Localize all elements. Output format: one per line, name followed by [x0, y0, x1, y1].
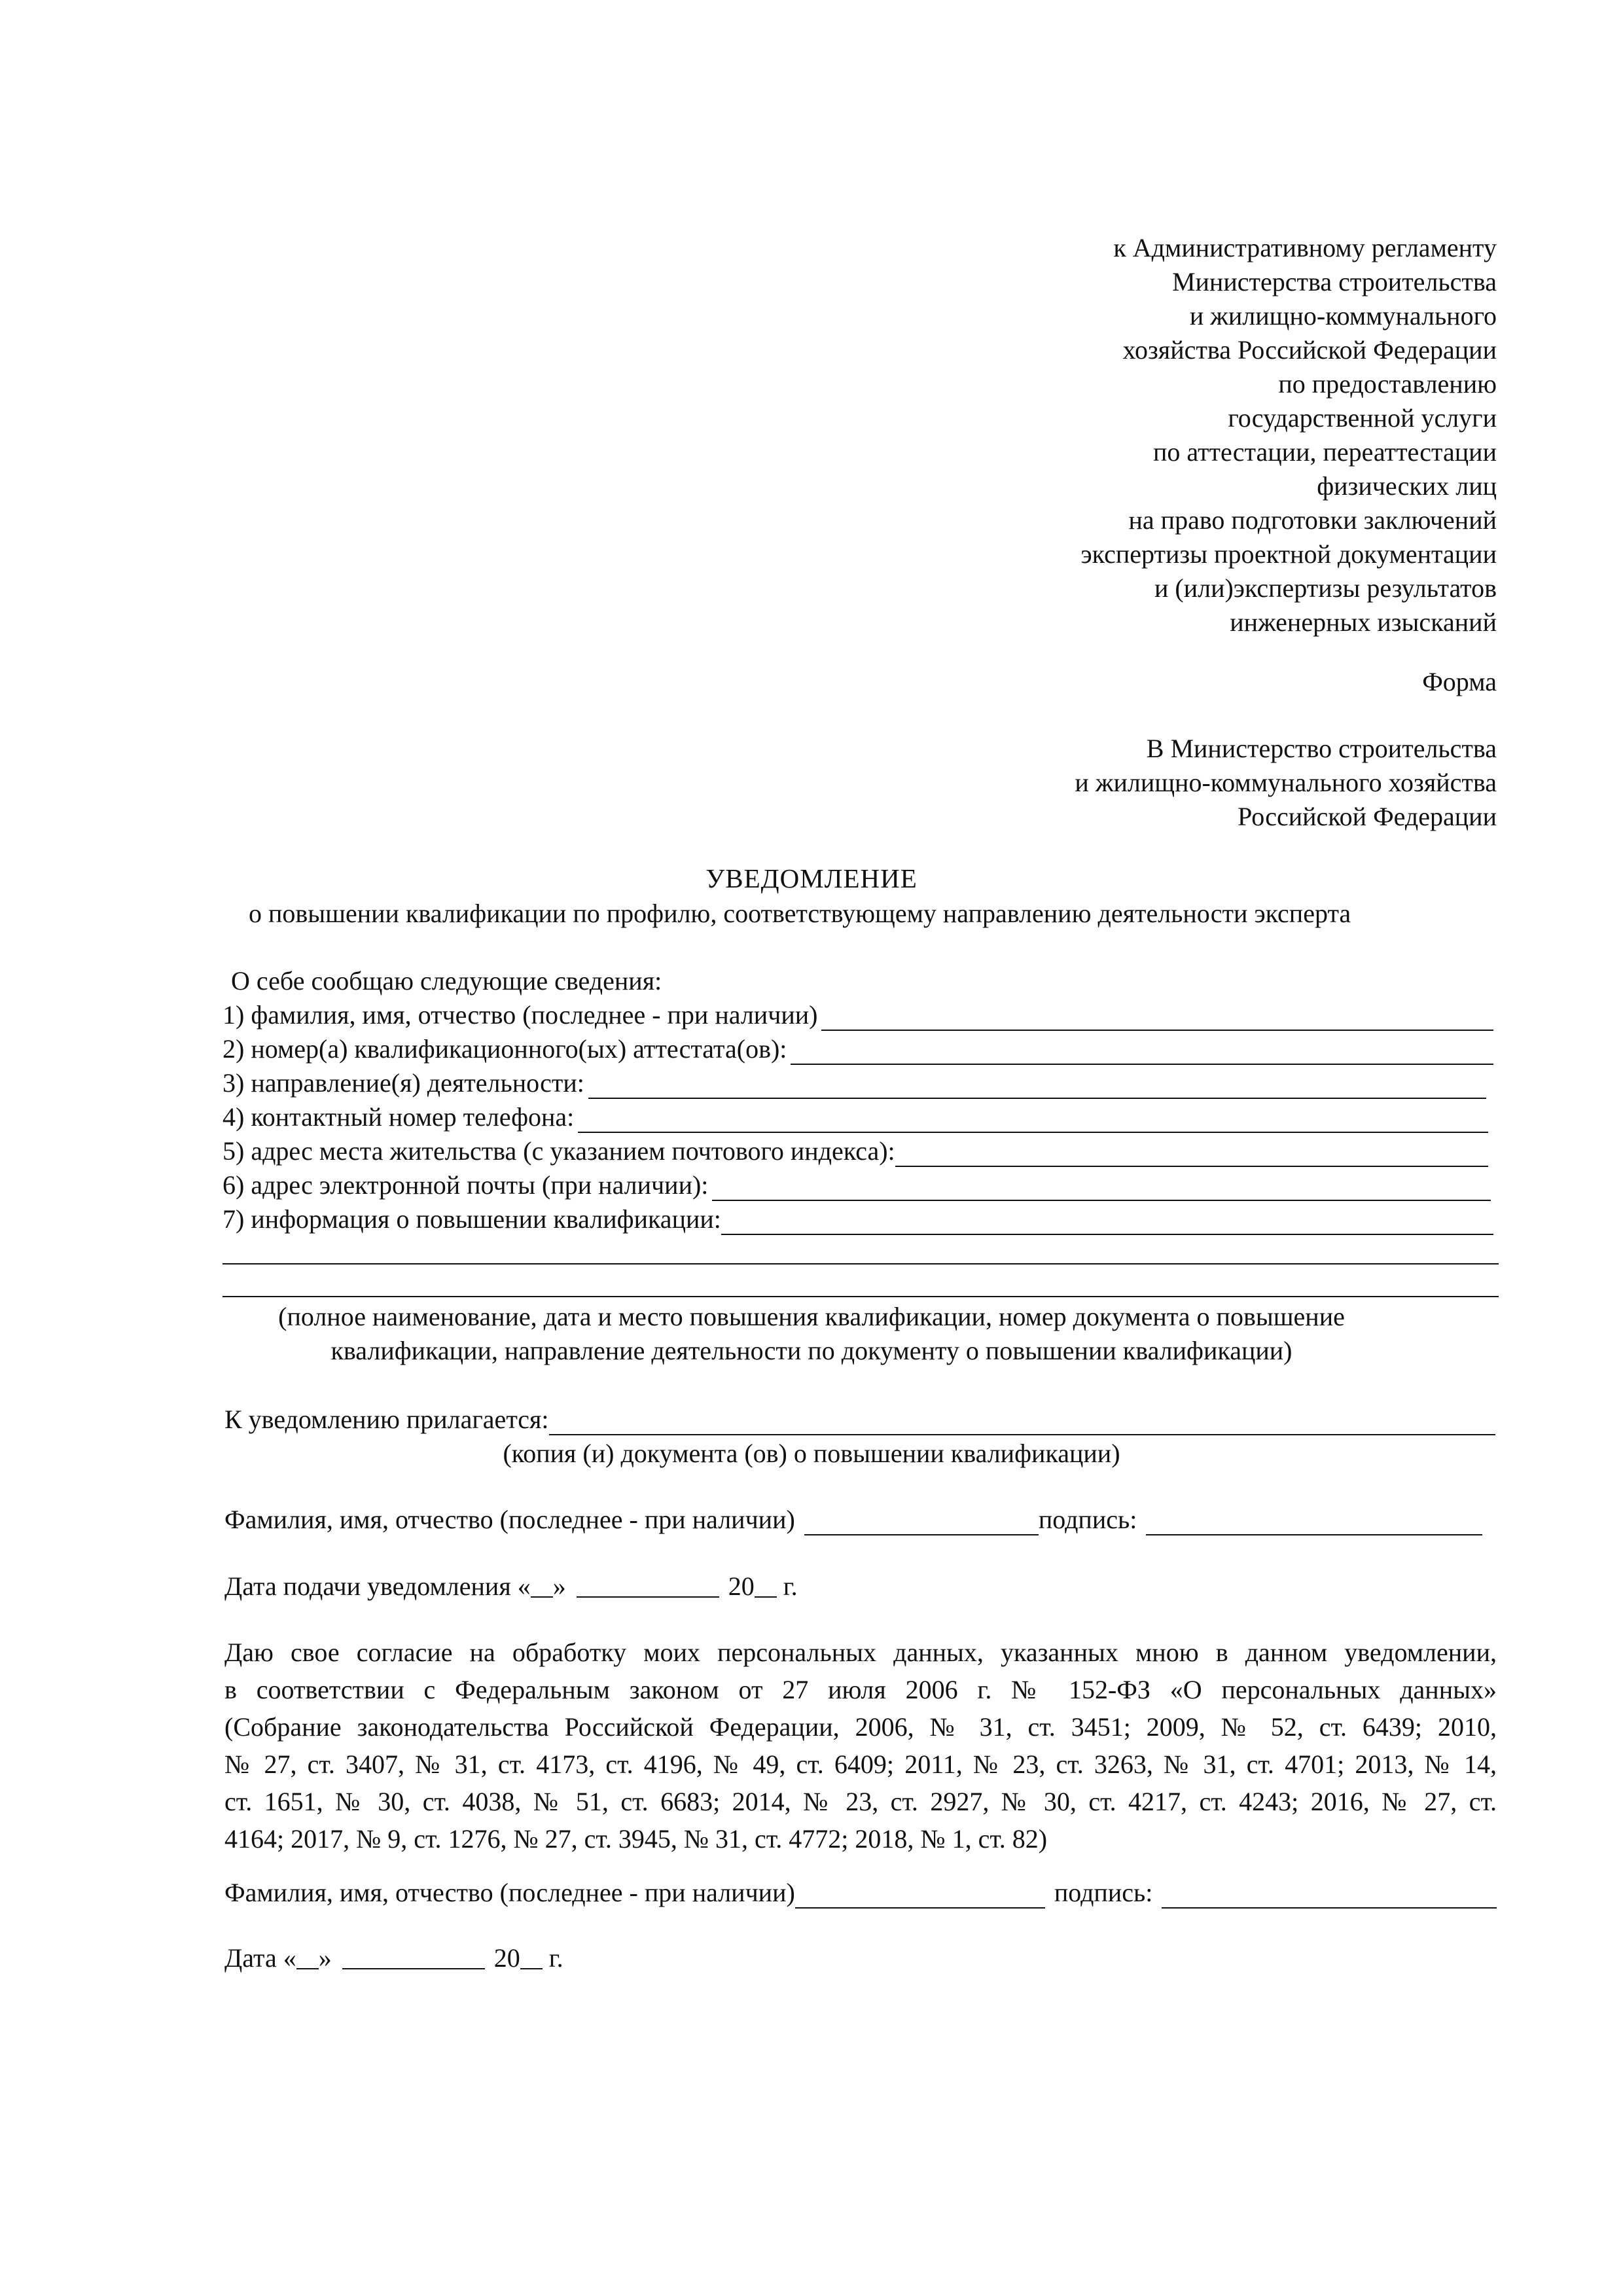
annex-line: по аттестации, переаттестации: [1152, 437, 1497, 467]
field-label: 2) номер(а) квалификационного(ых) аттестата(ов):: [223, 1034, 787, 1064]
signature-row: [224, 1504, 1482, 1535]
full-name-input[interactable]: [821, 1006, 1493, 1031]
qualification-info-line-3[interactable]: [223, 1296, 1499, 1297]
email-input[interactable]: [712, 1176, 1491, 1201]
attachment-input[interactable]: [549, 1410, 1495, 1435]
signature-name-input[interactable]: [804, 1511, 1039, 1535]
field-certificate-number: [223, 1033, 1493, 1065]
consent-line: ст. 1651, № 30, ст. 4038, № 51, ст. 6683; 2014, № 23, ст. 2927, № 30, ст. 4217, ст. 4243; 2016, № 27, ст.: [224, 1787, 1497, 1816]
consent-line: № 27, ст. 3407, № 31, ст. 4173, ст. 4196, № 49, ст. 6409; 2011, № 23, ст. 3263, № 31, ст. 4701; 2013, № 14,: [224, 1749, 1497, 1779]
activity-direction-input[interactable]: [588, 1074, 1486, 1099]
attachment-field: [224, 1404, 1495, 1435]
consent-line: Даю свое согласие на обработку моих персональных данных, указанных мною в данном уведомлении,: [224, 1638, 1497, 1667]
field-label: 7) информация о повышении квалификации:: [223, 1204, 721, 1234]
address-input[interactable]: [895, 1142, 1488, 1167]
field-email: [223, 1170, 1491, 1201]
certificate-number-input[interactable]: [791, 1040, 1493, 1065]
field-label: 1) фамилия, имя, отчество (последнее - при наличии): [223, 1000, 818, 1030]
attachment-label: К уведомлению прилагается:: [224, 1405, 549, 1434]
consent-name-input[interactable]: [795, 1884, 1045, 1909]
consent-line: в соответствии с Федеральным законом от 27 июля 2006 г. № 152-ФЗ «О персональных данных»: [224, 1675, 1497, 1704]
date-day-input[interactable]: [531, 1573, 553, 1598]
field-label: 5) адрес места жительства (с указанием почтового индекса):: [223, 1136, 895, 1166]
signature-sign-label: подпись:: [1038, 1505, 1137, 1534]
date-year-prefix: 20: [728, 1571, 755, 1601]
qualification-info-input[interactable]: [721, 1210, 1493, 1235]
date-close-quote: »: [318, 1943, 332, 1973]
annex-line: Министерства строительства: [1171, 267, 1497, 296]
addressee-line: и жилищно-коммунального хозяйства: [1075, 768, 1497, 797]
addressee-line: В Министерство строительства: [1146, 734, 1497, 763]
date-prefix: Дата подачи уведомления «: [224, 1571, 531, 1601]
submission-date: [224, 1571, 798, 1602]
signature-name-label: Фамилия, имя, отчество (последнее - при наличии): [224, 1505, 795, 1534]
date-close-quote: »: [552, 1571, 566, 1601]
consent-line: 4164; 2017, № 9, ст. 1276, № 27, ст. 3945, № 31, ст. 4772; 2018, № 1, ст. 82): [224, 1824, 1048, 1854]
annex-line: государственной услуги: [1228, 403, 1497, 433]
date-year-input[interactable]: [755, 1573, 777, 1598]
qualification-info-line-2[interactable]: [223, 1263, 1499, 1265]
annex-line: физических лиц: [1317, 471, 1497, 501]
annex-line: на право подготовки заключений: [1128, 505, 1497, 535]
addressee-line: Российской Федерации: [1237, 802, 1497, 831]
annex-line: экспертизы проектной документации: [1080, 539, 1497, 569]
final-day-input[interactable]: [296, 1945, 319, 1969]
signature-sign-label: подпись:: [1054, 1878, 1153, 1907]
date-year-suffix: г.: [548, 1943, 563, 1973]
annex-line: по предоставлению: [1278, 369, 1497, 399]
final-year-input[interactable]: [520, 1945, 543, 1969]
final-month-input[interactable]: [342, 1945, 485, 1969]
consent-line: (Собрание законодательства Российской Федерации, 2006, № 31, ст. 3451; 2009, № 52, ст. 6439; 2010,: [224, 1712, 1497, 1742]
qualification-hint: квалификации, направление деятельности по документу о повышении квалификации): [330, 1336, 1293, 1365]
date-month-input[interactable]: [577, 1573, 719, 1598]
field-phone: [223, 1102, 1488, 1133]
attachment-hint: (копия (и) документа (ов) о повышении квалификации): [503, 1439, 1120, 1468]
signature-input[interactable]: [1146, 1511, 1482, 1535]
field-qualification-info: [223, 1204, 1493, 1235]
field-label: 3) направление(я) деятельности:: [223, 1068, 584, 1098]
field-activity-direction: [223, 1067, 1486, 1099]
phone-input[interactable]: [578, 1108, 1488, 1133]
document-subtitle: о повышении квалификации по профилю, соответствующему направлению деятельности эксперта: [249, 899, 1351, 928]
form-label: Форма: [1422, 667, 1497, 696]
annex-line: и жилищно-коммунального: [1189, 301, 1497, 331]
intro-text: О себе сообщаю следующие сведения:: [231, 966, 662, 996]
annex-line: и (или)экспертизы результатов: [1154, 573, 1497, 603]
document-title: УВЕДОМЛЕНИЕ: [705, 863, 918, 893]
field-label: 4) контактный номер телефона:: [223, 1102, 575, 1132]
date-prefix: Дата «: [224, 1943, 296, 1973]
annex-line: к Административному регламенту: [1113, 233, 1497, 262]
consent-signature-row: [224, 1877, 1497, 1909]
field-address: [223, 1136, 1488, 1167]
qualification-hint: (полное наименование, дата и место повышения квалификации, номер документа о повышение: [278, 1302, 1345, 1331]
final-date: [224, 1943, 563, 1974]
annex-line: инженерных изысканий: [1230, 607, 1497, 637]
date-year-suffix: г.: [783, 1571, 798, 1601]
field-full-name: [223, 999, 1493, 1031]
consent-signature-input[interactable]: [1162, 1884, 1497, 1909]
field-label: 6) адрес электронной почты (при наличии):: [223, 1170, 709, 1200]
annex-line: хозяйства Российской Федерации: [1122, 335, 1497, 365]
signature-name-label: Фамилия, имя, отчество (последнее - при наличии): [224, 1878, 795, 1907]
date-year-prefix: 20: [493, 1943, 520, 1973]
